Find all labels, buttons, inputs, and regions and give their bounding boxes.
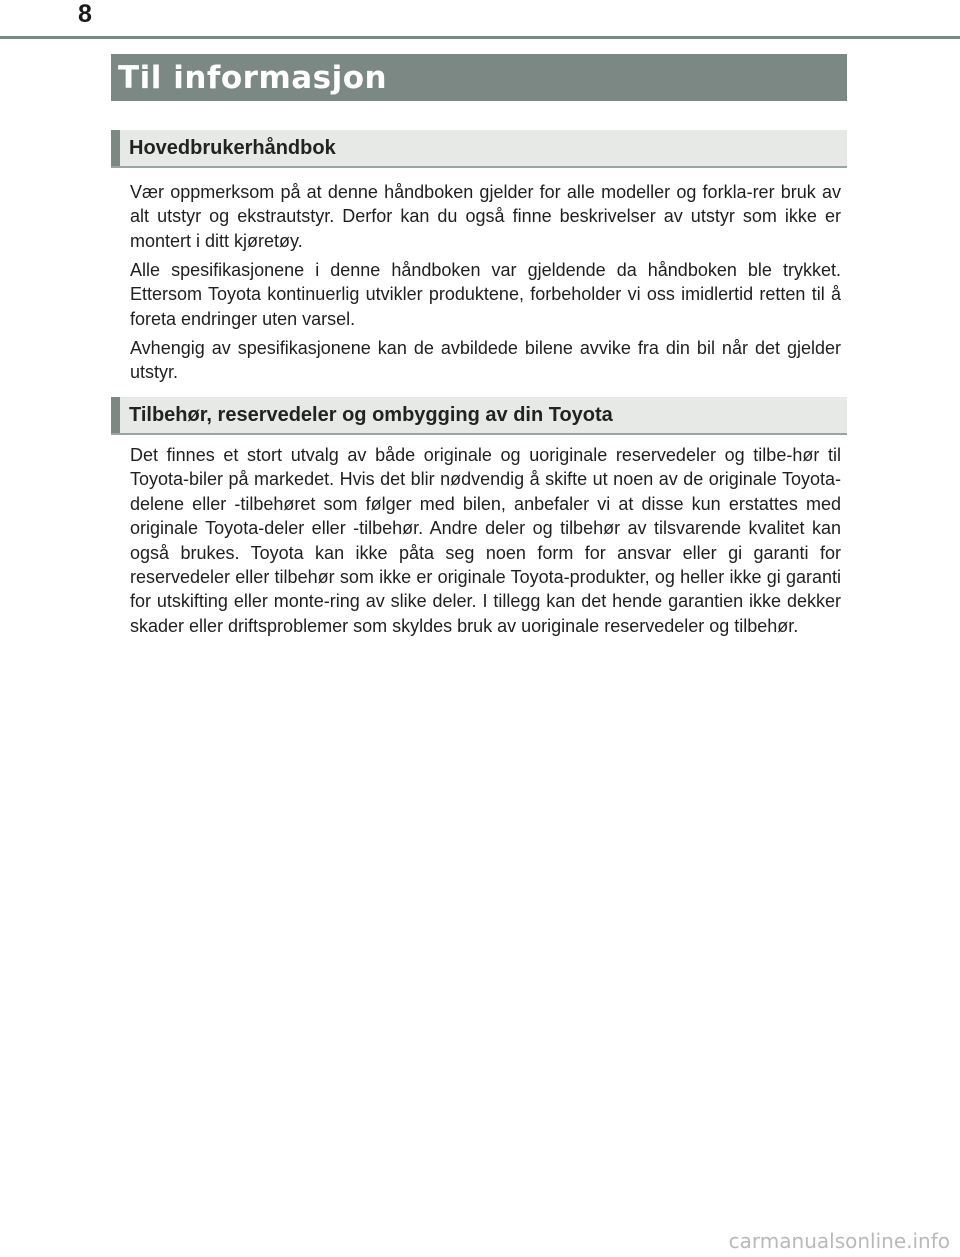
paragraph: Vær oppmerksom på at denne håndboken gjelder for alle modeller og forkla-rer bruk av alt utstyr og ekstrautstyr. Derfor kan du også finne beskrivelser av utstyr som ikke er montert i ditt kjøretøy. <box>130 182 841 251</box>
page-number: 8 <box>78 0 92 28</box>
paragraph: Avhengig av spesifikasjonene kan de avbildede bilene avvike fra din bil når det gjelder utstyr. <box>130 338 841 383</box>
page-title-bar <box>111 54 847 101</box>
header-rule <box>0 36 960 39</box>
section-heading-text: Tilbehør, reservedeler og ombygging av din Toyota <box>129 404 613 426</box>
section-heading-text: Hovedbrukerhåndbok <box>129 137 336 159</box>
page-title: Til informasjon <box>118 60 388 96</box>
paragraph: Alle spesifikasjonene i denne håndboken var gjeldende da håndboken ble trykket. Ettersom Toyota kontinuerlig utvikler produktene, forbeholder vi oss imidlertid retten til å foreta endringer uten varsel. <box>130 260 841 329</box>
section-heading-accessories <box>111 397 847 435</box>
paragraph: Det finnes et stort utvalg av både originale og uoriginale reservedeler og tilbe-hør til Toyota-biler på markedet. Hvis det blir nødvendig å skifte ut noen av de originale Toyota-delene eller -tilbehøret som følger med bilen, anbefaler vi at disse kun erstattes med originale Toyota-deler eller -tilbehør. Andre deler og tilbehør av tilsvarende kvalitet kan også brukes. Toyota kan ikke påta seg noen form for ansvar eller gi garanti for reservedeler eller tilbehør som ikke er originale Toyota-produkter, og heller ikke gi garanti for utskifting eller monte-ring av slike deler. I tillegg kan det hende garantien ikke dekker skader eller driftsproblemer som skyldes bruk av uoriginale reservedeler og tilbehør. <box>130 445 841 636</box>
section-heading-main-manual <box>111 130 847 168</box>
watermark-text: carmanualsonline.info <box>728 1229 950 1253</box>
